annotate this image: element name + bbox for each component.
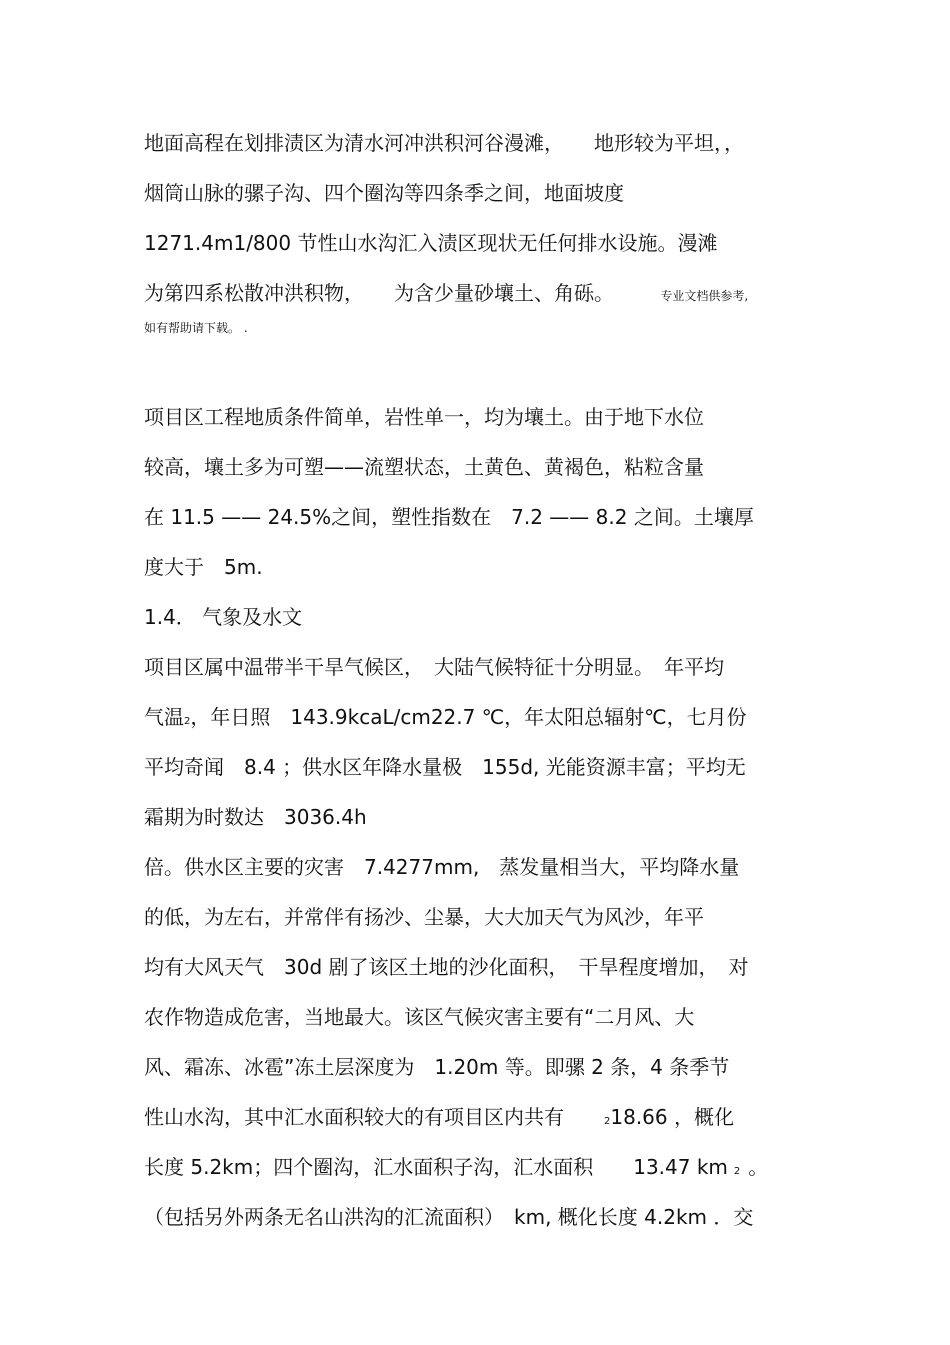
text-segment: 气温 xyxy=(144,705,184,729)
text-line: 平均奇闻 8.4 ；供水区年降水量极 155d, 光能资源丰富；平均无 xyxy=(144,755,746,779)
text-line: 1271.4m1/800 节性山水沟汇入渍区现状无任何排水设施。漫滩 xyxy=(144,231,718,255)
text-line: （包括另外两条无名山洪沟的汇流面积） km, 概化长度 4.2km ．交 xyxy=(144,1205,754,1229)
text-line: 地面高程在划排渍区为清水河冲洪积河谷漫滩， 地形较为平坦，， xyxy=(144,131,744,155)
superscript: 2 xyxy=(733,1166,741,1177)
superscript: 2 xyxy=(604,1116,611,1127)
text-segment: 。 xyxy=(748,1155,769,1179)
text-segment: 性山水沟，其中汇水面积较大的有项目区内共有 xyxy=(144,1105,564,1129)
text-line: 烟筒山脉的骡子沟、四个圈沟等四条季之间，地面坡度 xyxy=(144,181,624,205)
text-line: 倍。供水区主要的灾害 7.4277mm, 蒸发量相当大，平均降水量 xyxy=(144,855,740,879)
text-line xyxy=(144,1103,814,1136)
superscript: 2 xyxy=(184,716,191,727)
text-segment: 为第四系松散冲洪积物， 为含少量砂壤土、角砾。 xyxy=(144,281,614,305)
text-line: 项目区属中温带半干旱气候区， 大陆气候特征十分明显。 年平均 xyxy=(144,655,724,679)
text-segment: 长度 5.2km；四个圈沟，汇水面积子沟，汇水面积 xyxy=(144,1155,594,1179)
text-line xyxy=(144,279,814,307)
text-line: 项目区工程地质条件简单，岩性单一，均为壤土。由于地下水位 xyxy=(144,405,704,429)
footer-note-line: 如有帮助请下载。 . xyxy=(144,321,248,335)
text-line: 在 11.5 —— 24.5%之间，塑性指数在 7.2 —— 8.2 之间。土壤厚 xyxy=(144,505,754,529)
text-line: 农作物造成危害，当地最大。该区气候灾害主要有“二月风、大 xyxy=(144,1005,695,1029)
text-segment: 13.47 km xyxy=(633,1155,728,1179)
text-line: 的低，为左右，并常伴有扬沙、尘暴，大大加天气为风沙，年平 xyxy=(144,905,704,929)
footer-note: 专业文档供参考, xyxy=(660,289,749,303)
text-line: 风、霜冻、冰雹”冻土层深度为 1.20m 等。即骡 2 条，4 条季节 xyxy=(144,1055,730,1079)
text-line: 均有大风天气 30d 剧了该区土地的沙化面积， 干旱程度增加， 对 xyxy=(144,955,749,979)
text-segment: ，年日照 143.9kcaL/cm22.7 ℃，年太阳总辐射℃，七月份 xyxy=(190,705,747,729)
text-line xyxy=(144,1153,814,1186)
text-line: 霜期为时数达 3036.4h xyxy=(144,805,367,829)
text-line: 较高，壤土多为可塑——流塑状态，土黄色、黄褐色，粘粒含量 xyxy=(144,455,704,479)
text-line: 度大于 5m. xyxy=(144,555,263,579)
text-segment: 18.66 ，概化 xyxy=(610,1105,734,1129)
text-line xyxy=(144,703,814,736)
section-heading: 1.4． 气象及水文 xyxy=(144,605,303,629)
